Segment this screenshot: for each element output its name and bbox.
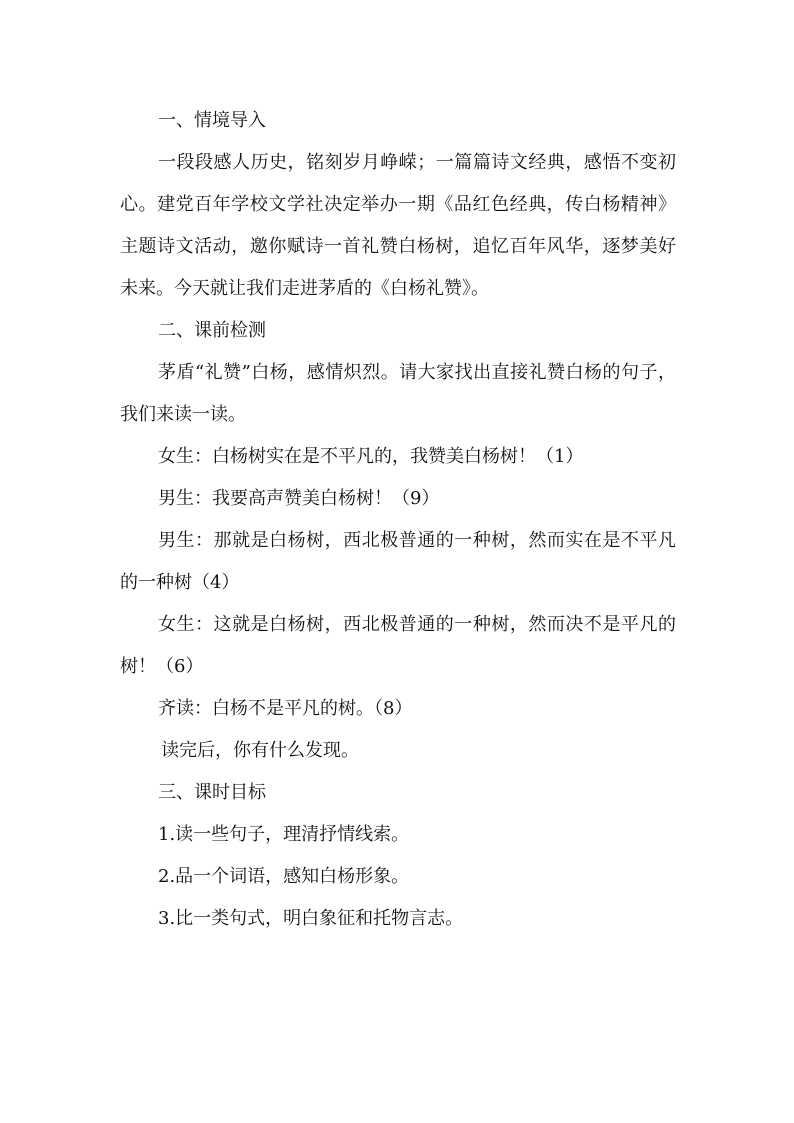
goal-item-1: 1.读一些句子，理清抒情线索。 (158, 824, 410, 845)
goal-item-3: 3.比一类句式，明白象征和托物言志。 (158, 908, 464, 929)
reading-line-3: 男生：那就是白杨树，西北极普通的一种树，然而实在是不平凡的一种树（4） (120, 530, 676, 593)
section-heading-situation: 一、情境导入 (158, 110, 266, 131)
reading-line-5: 齐读：白杨不是平凡的树。（8） (158, 698, 413, 719)
reading-line-2: 男生：我要高声赞美白杨树！（9） (158, 488, 440, 509)
goal-item-2: 2.品一个词语，感知白杨形象。 (158, 866, 410, 887)
section-heading-pretest: 二、课前检测 (158, 320, 266, 341)
pretest-question: 读完后，你有什么发现。 (161, 740, 359, 761)
section-heading-goals: 三、课时目标 (158, 782, 266, 803)
document-body (120, 100, 676, 940)
reading-line-4: 女生：这就是白杨树，西北极普通的一种树，然而决不是平凡的树！（6） (120, 614, 676, 677)
situation-paragraph: 一段段感人历史，铭刻岁月峥嵘；一篇篇诗文经典，感悟不变初心。建党百年学校文学社决定举办一期《品红色经典，传白杨精神》主题诗文活动，邀你赋诗一首礼赞白杨树，追忆百年风华，逐梦美好未来。今天就让我们走进茅盾的《白杨礼赞》。 (120, 152, 676, 299)
reading-line-1: 女生：白杨树实在是不平凡的，我赞美白杨树！（1） (158, 446, 584, 467)
pretest-intro-paragraph: 茅盾“礼赞”白杨，感情炽烈。请大家找出直接礼赞白杨的句子，我们来读一读。 (120, 362, 676, 425)
